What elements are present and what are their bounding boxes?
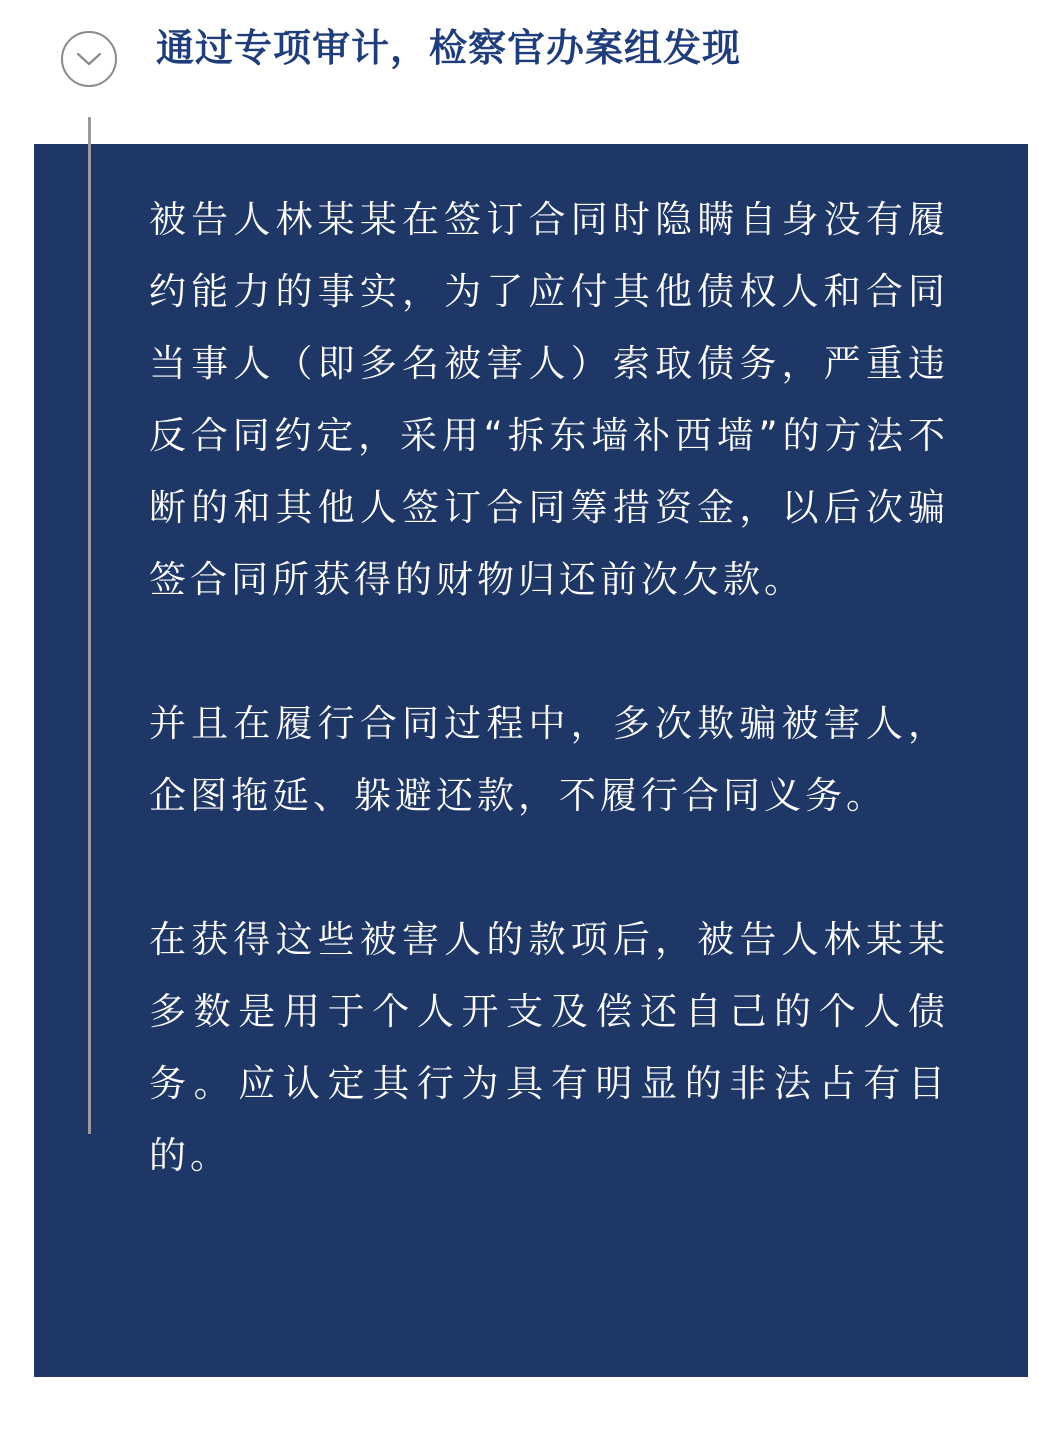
content-panel bbox=[34, 144, 1028, 1377]
section-heading: 通过专项审计，检察官办案组发现 bbox=[156, 26, 742, 70]
paragraph-1: 被告人林某某在签订合同时隐瞒自身没有履约能力的事实，为了应付其他债权人和合同当事人（即多名被害人）索取债务，严重违反合同约定，采用“拆东墙补西墙”的方法不断的和其他人签订合同筹措资金，以后次骗签合同所获得的财物归还前次欠款。 bbox=[149, 198, 949, 601]
paragraph-3: 在获得这些被害人的款项后，被告人林某某多数是用于个人开支及偿还自己的个人债务。应认定其行为具有明显的非法占有目的。 bbox=[149, 918, 949, 1177]
panel-text bbox=[149, 184, 949, 1192]
timeline-line bbox=[88, 117, 91, 1134]
chevron-down-glyph bbox=[74, 49, 104, 69]
paragraph-2: 并且在履行合同过程中，多次欺骗被害人，企图拖延、躲避还款，不履行合同义务。 bbox=[149, 702, 949, 817]
chevron-down-icon[interactable] bbox=[61, 31, 117, 87]
